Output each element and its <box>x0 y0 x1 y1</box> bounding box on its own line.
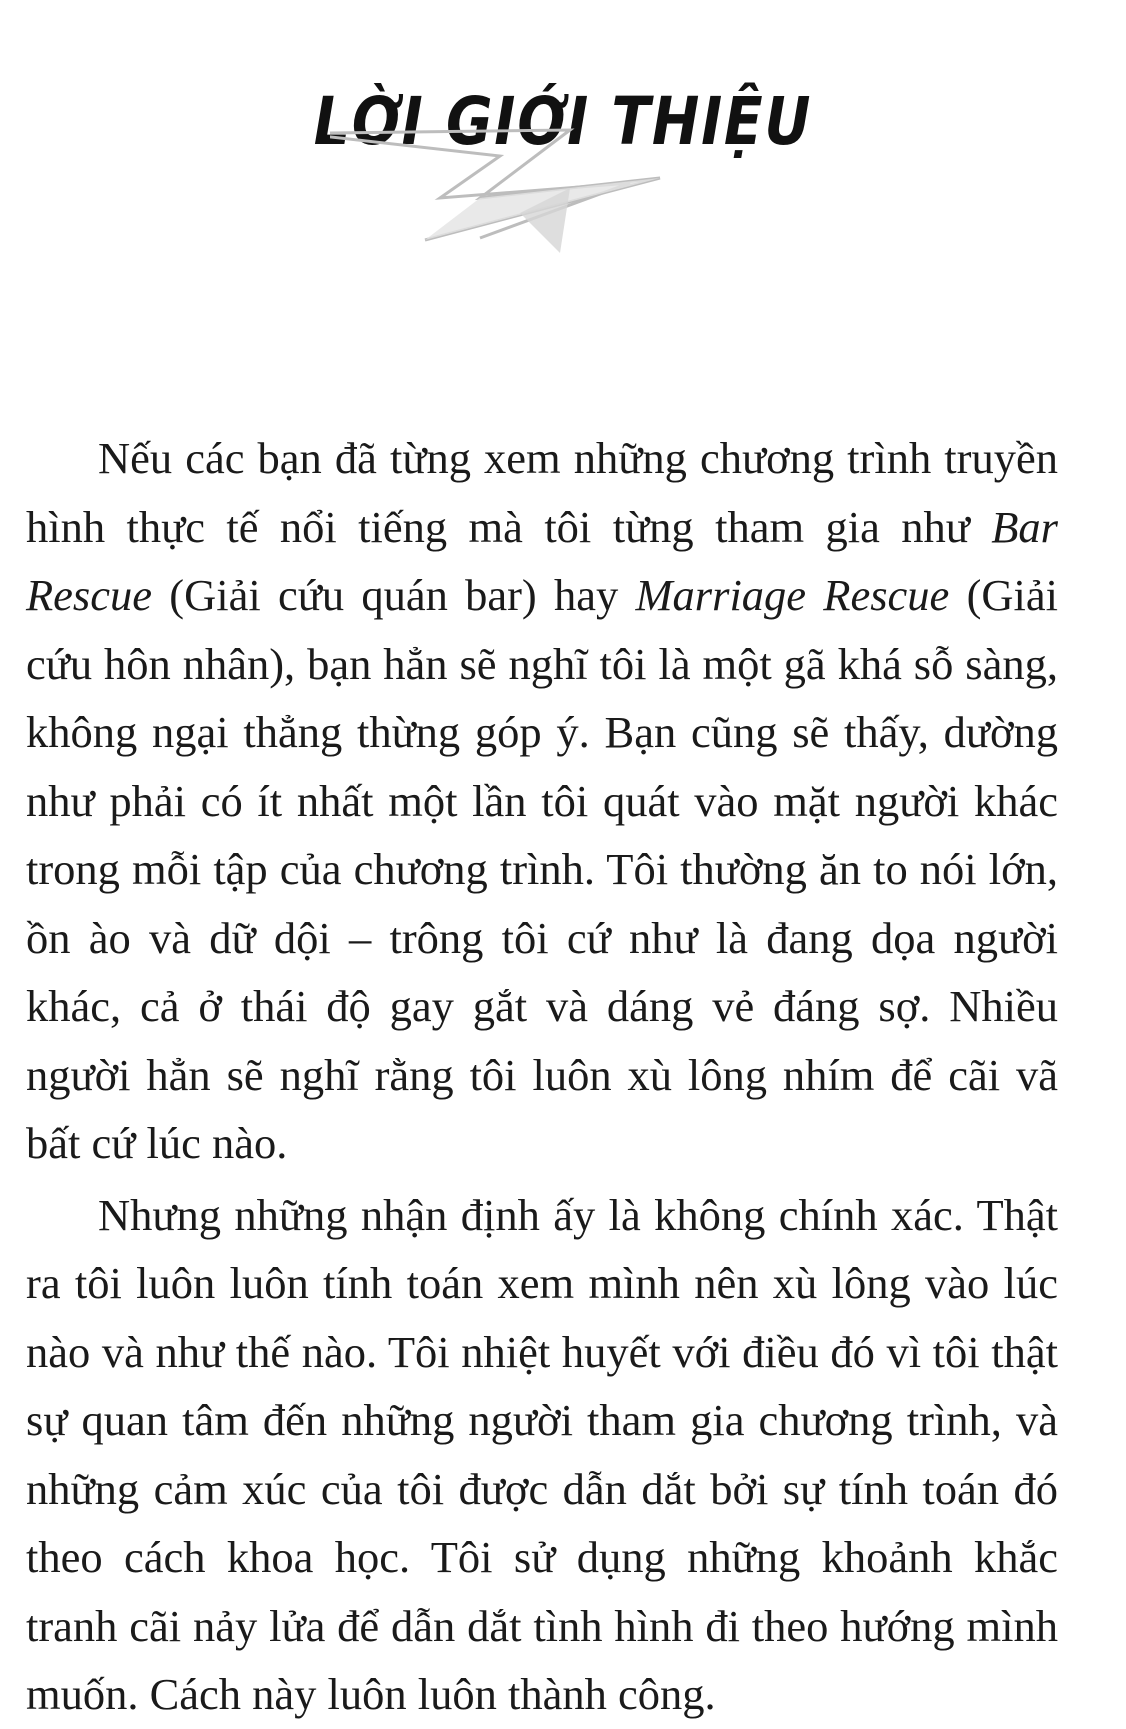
zigzag-ornament-icon <box>330 128 730 278</box>
body-text <box>26 424 1058 1729</box>
paragraph-1: Nếu các bạn đã từng xem những chương trình truyền hình thực tế nổi tiếng mà tôi từng tham gia như Bar Rescue (Giải cứu quán bar) hay Marriage Rescue (Giải cứu hôn nhân), bạn hẳn sẽ nghĩ tôi là một gã khá sỗ sàng, không ngại thẳng thừng góp ý. Bạn cũng sẽ thấy, dường như phải có ít nhất một lần tôi quát vào mặt người khác trong mỗi tập của chương trình. Tôi thường ăn to nói lớn, ồn ào và dữ dội – trông tôi cứ như là đang dọa người khác, cả ở thái độ gay gắt và dáng vẻ đáng sợ. Nhiều người hẳn sẽ nghĩ rằng tôi luôn xù lông nhím để cãi vã bất cứ lúc nào. <box>26 433 1058 1168</box>
page-title: LỜI GIỚI THIỆU <box>313 83 813 161</box>
paragraph-2: Nhưng những nhận định ấy là không chính xác. Thật ra tôi luôn luôn tính toán xem mình nên xù lông vào lúc nào và như thế nào. Tôi nhiệt huyết với điều đó vì tôi thật sự quan tâm đến những người tham gia chương trình, và những cảm xúc của tôi được dẫn dắt bởi sự tính toán đó theo cách khoa học. Tôi sử dụng những khoảnh khắc tranh cãi nảy lửa để dẫn dắt tình hình đi theo hướng mình muốn. Cách này luôn luôn thành công. <box>26 1189 1058 1719</box>
show-title-bar-rescue: Bar Rescue <box>26 501 1058 620</box>
show-title-marriage-rescue: Marriage Rescue <box>635 570 950 620</box>
